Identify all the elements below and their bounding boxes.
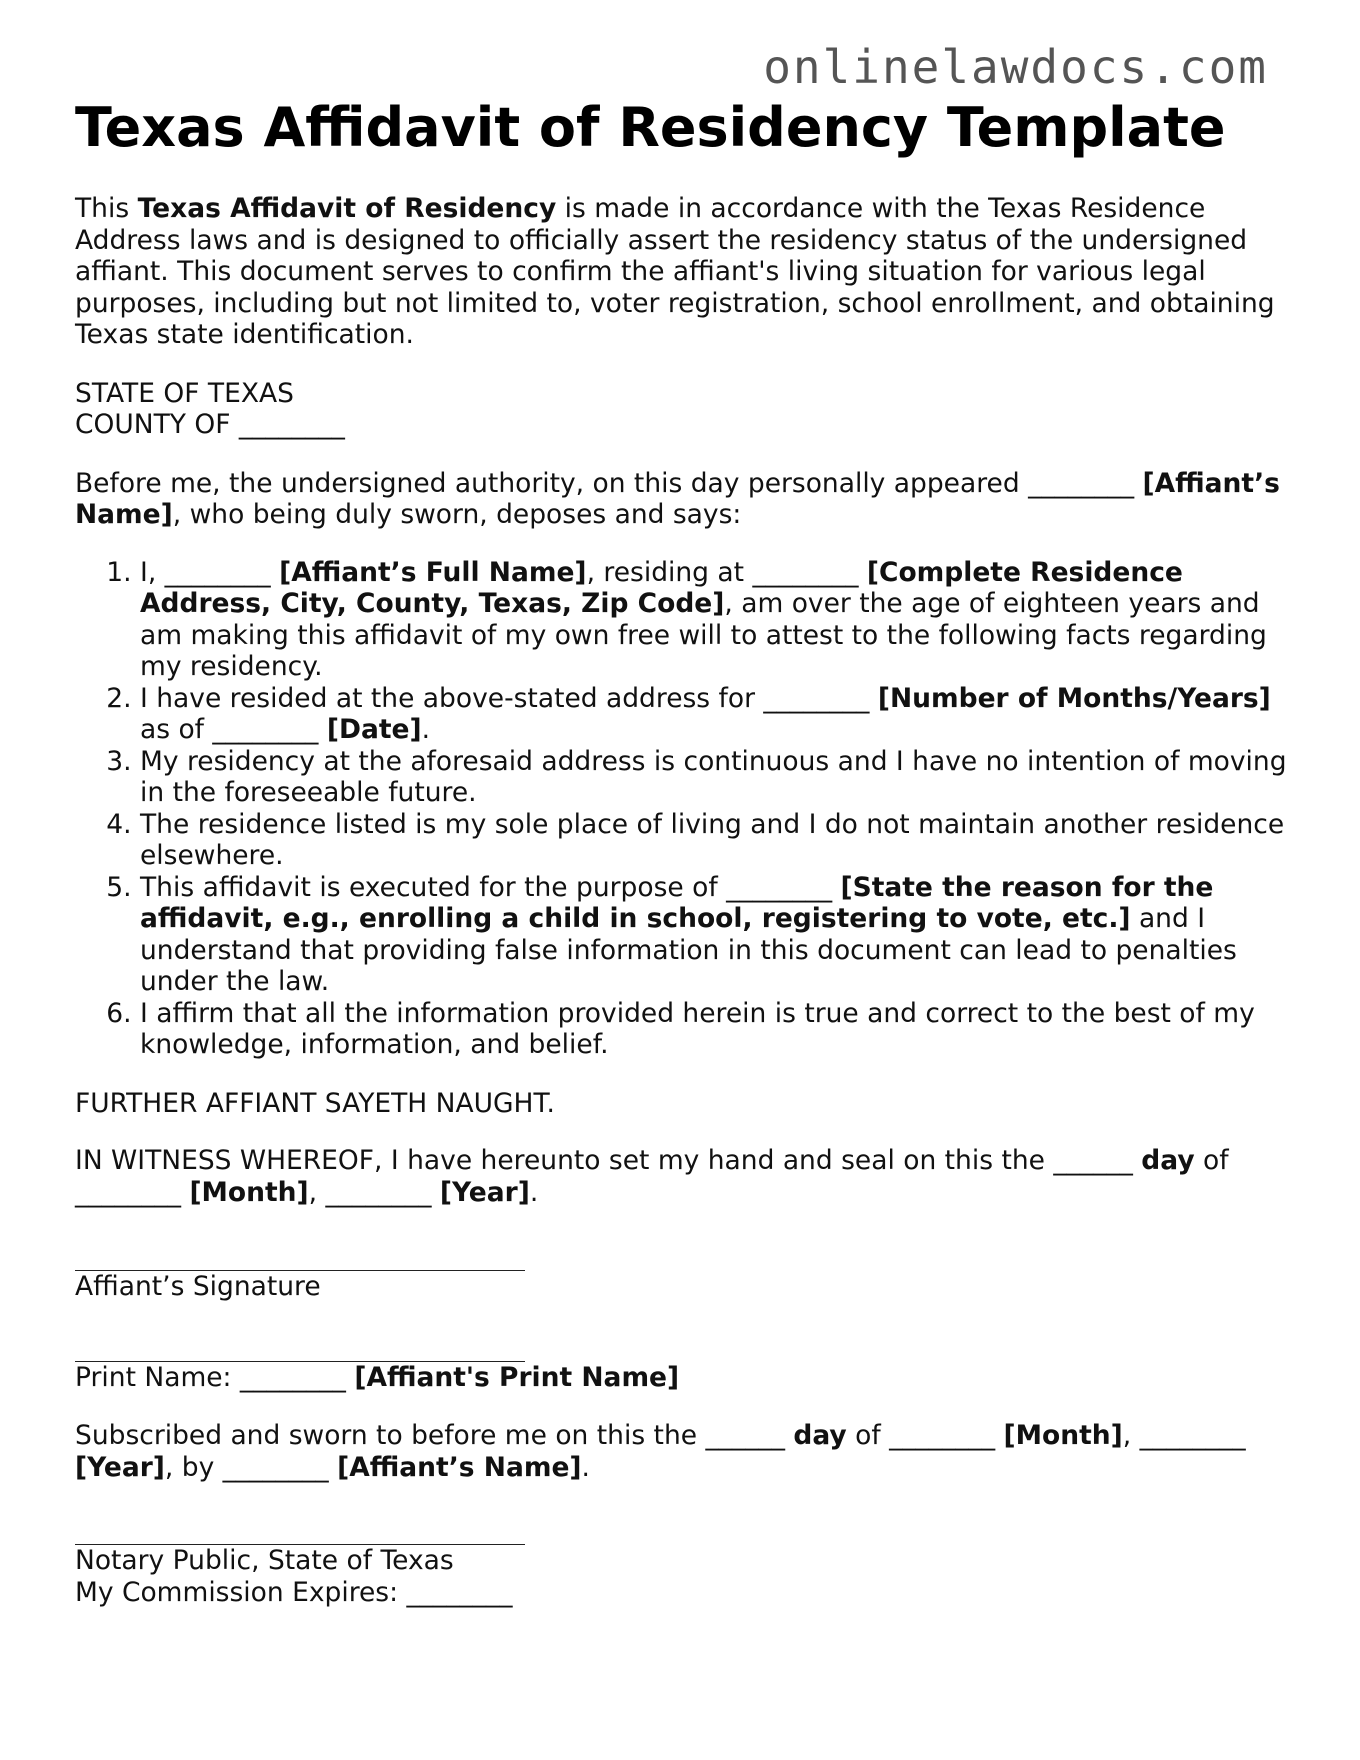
appearance-paragraph: Before me, the undersigned authority, on this day personally appeared ________ [Affiant’s Name], who being duly sworn, deposes and says:: [75, 467, 1280, 530]
fact-item-3: 3. My residency at the aforesaid address is continuous and I have no intention of moving in the foreseeable future.: [140, 746, 1290, 809]
closing-statement: FURTHER AFFIANT SAYETH NAUGHT.: [75, 1087, 555, 1119]
intro-paragraph: This Texas Affidavit of Residency is made in accordance with the Texas Residence Address laws and is designed to officially assert the residency status of the undersigned affiant. This document serves to confirm the affiant's living situation for various legal purposes, including but not limited to, voter registration, school enrollment, and obtaining Texas state identification.: [75, 193, 1275, 350]
fact-item-5: 5. This affidavit is executed for the purpose of ________ [State the reason for the affidavit, e.g., enrolling a child in school, registering to vote, etc.] and I understand that providing false information in this document can lead to penalties under the law.: [140, 872, 1290, 998]
print-name-line: [75, 1333, 525, 1362]
notary-block: [75, 1516, 1290, 1608]
venue-state: STATE OF TEXAS: [75, 377, 294, 409]
fact-item-4: 4. The residence listed is my sole place of living and I do not maintain another residence elsewhere.: [140, 809, 1290, 872]
notary-title: Notary Public, State of Texas: [75, 1545, 454, 1576]
print-name-label: Print Name: ________ [Affiant's Print Name]: [75, 1361, 680, 1393]
watermark: onlinelawdocs.com: [763, 40, 1268, 94]
notary-commission: My Commission Expires: ________: [75, 1576, 513, 1608]
print-name-block: [75, 1333, 1290, 1394]
venue-county: COUNTY OF ________: [75, 409, 345, 440]
witness-paragraph: IN WITNESS WHEREOF, I have hereunto set my hand and seal on this the ______ day of ________ [Month], ________ [Year].: [75, 1145, 1229, 1208]
signature-line: [75, 1242, 525, 1271]
notary-signature-line: [75, 1516, 525, 1545]
facts-list: [75, 557, 1290, 1061]
signature-label: Affiant’s Signature: [75, 1271, 321, 1302]
jurat-paragraph: Subscribed and sworn to before me on this the ______ day of ________ [Month], ________ [Year], by ________ [Affiant’s Name].: [75, 1420, 1246, 1483]
page-title: Texas Affidavit of Residency Template: [75, 96, 1226, 159]
fact-item-6: 6. I affirm that all the information provided herein is true and correct to the best of my knowledge, information, and belief.: [140, 998, 1290, 1061]
document-body: [75, 193, 1290, 1608]
affiant-signature-block: [75, 1242, 1290, 1303]
venue-block: [75, 378, 1290, 441]
fact-item-2: 2. I have resided at the above-stated address for ________ [Number of Months/Years] as of ________ [Date].: [140, 683, 1290, 746]
fact-item-1: 1. I, ________ [Affiant’s Full Name], residing at ________ [Complete Residence Address, City, County, Texas, Zip Code], am over the age of eighteen years and am making this affidavit of my own free will to attest to the following facts regarding my residency.: [140, 557, 1290, 683]
